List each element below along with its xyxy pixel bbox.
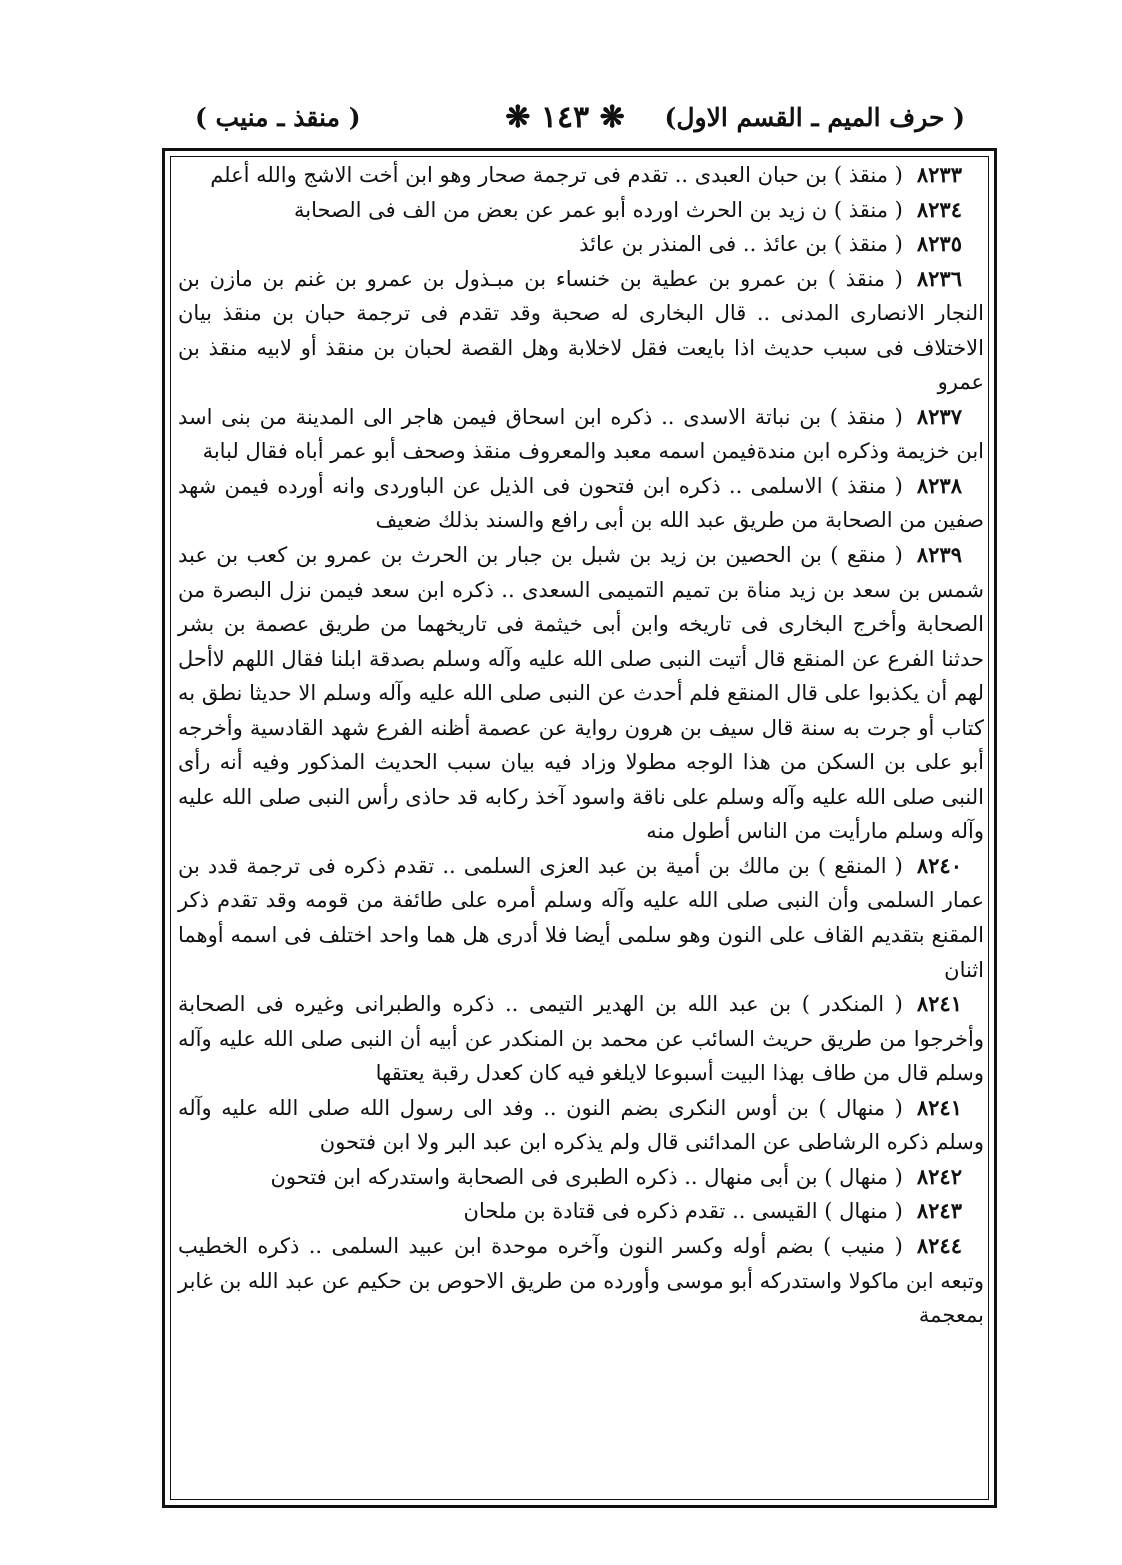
entry	[178, 1194, 984, 1229]
page-number: ❋ ١٤٣ ❋	[505, 100, 625, 135]
entry-range: ( منقذ ـ منيب )	[195, 103, 361, 132]
entry-number: ٨٢٤٢	[916, 1163, 962, 1189]
entry-text: ( منقذ ) بن عائذ .. فى المنذر بن عائذ	[579, 232, 903, 257]
entry-text: ( المنقع ) بن مالك بن أمية بن عبد العزى السلمى .. تقدم ذكره فى ترجمة قدد بن عمار السلمى وأن النبى صلى الله عليه وآله وسلم أمره على طائفة من قومه وقد تقدم ذكر المقنع بتقديم القاف على النون وهو سلمى أيضا فلا أدرى هل هما واحد اختلف فى اسمه أوهما اثنان	[178, 853, 984, 982]
entry-text: ( منقذ ) بن حبان العبدى .. تقدم فى ترجمة صحار وهو ابن أخت الاشج والله أعلم	[210, 163, 903, 187]
entry	[178, 1229, 984, 1333]
entry-number: ٨٢٣٩	[916, 542, 962, 568]
entry	[178, 262, 984, 400]
entry-text: ( منقذ ) الاسلمى .. ذكره ابن فتحون فى الذيل عن الباوردى وانه أورده فيمن شهد صفين من الصحابة من طريق عبد الله بن أبى رافع والسند بذلك ضعيف	[178, 473, 984, 533]
entry-text: ( منقع ) بن الحصين بن زيد بن شبل بن جبار بن الحرث بن عمرو بن كعب بن عبد شمس بن سعد بن زيد مناة بن تميم التميمى السعدى .. ذكره ابن سعد فيمن نزل البصرة من الصحابة وأخرج البخارى فى تاريخه وابن أبى خيثمة فى تاريخهما من طريق عصمة بن بشر حدثنا الفرع عن المنقع قال أتيت النبى صلى الله عليه وآله وسلم بصدقة ابلنا فقال اللهم لاأحل لهم أن يكذبوا على قال المنقع فلم أحدث عن النبى صلى الله عليه وآله وسلم الا حديثا نطق به كتاب أو جرت به سنة قال سيف بن هرون رواية عن عصمة أظنه الفرع شهد القادسية وأخرجه أبو على بن السكن من هذا الوجه مطولا وزاد فيه بيان سبب الحديث المذكور وفيه أنه رأى النبى صلى الله عليه وآله وسلم على ناقة واسود آخذ ركابه قد حاذى رأس النبى صلى الله عليه وآله وسلم مارأيت من الناس أطول منه	[178, 543, 984, 844]
entry-number: ٨٢٤٣	[916, 1198, 962, 1224]
section-title: ( حرف الميم ـ القسم الاول)	[664, 103, 965, 132]
entry-number: ٨٢٣٧	[916, 403, 962, 429]
entry	[178, 158, 984, 193]
entry-number: ٨٢٤٠	[916, 852, 962, 878]
entry-text: ( منقذ ) بن نباتة الاسدى .. ذكره ابن اسحاق فيمن هاجر الى المدينة من بنى اسد ابن خزيمة وذكره ابن مندةفيمن اسمه معبد والمعروف منقذ وصحف أبو عمر أباه فقال لبابة	[178, 404, 984, 464]
entry	[178, 193, 984, 228]
entry	[178, 849, 984, 987]
entry-text: ( منقذ ) بن عمرو بن عطية بن خنساء بن مبـذول بن عمرو بن غنم بن مازن بن النجار الانصارى المدنى .. قال البخارى له صحبة وقد تقدم فى ترجمة حبان بن منقذ بيان الاختلاف فى سبب حديث اذا بايعت فقل لاخلابة وهل القصة لحبان بن منقذ أو لابيه منقذ بن عمرو	[178, 266, 984, 395]
entry-number: ٨٢٣٨	[916, 472, 962, 498]
page-header	[165, 96, 965, 140]
entry	[178, 400, 984, 469]
entry-text: ( منهال ) القيسى .. تقدم ذكره فى قتادة بن ملحان	[463, 1199, 903, 1224]
entry-text: ( المنكدر ) بن عبد الله بن الهدير التيمى .. ذكره والطبرانى وغيره فى الصحابة وأخرجوا من طريق حريث السائب عن محمد بن المنكدر عن أبيه أن النبى صلى الله عليه وآله وسلم قال من طاف بهذا البيت أسبوعا لايلغو فيه كان كعدل رقبة يعتقها	[178, 992, 984, 1086]
entry-number: ٨٢٤٤	[916, 1232, 962, 1258]
entry-number: ٨٢٣٥	[916, 231, 962, 257]
entry-text: ( منقذ ) ن زيد بن الحرث اورده أبو عمر عن بعض من الف فى الصحابة	[293, 197, 903, 222]
entry	[178, 987, 984, 1091]
entry	[178, 1091, 984, 1160]
entry	[178, 227, 984, 262]
entry-text: ( منيب ) بضم أوله وكسر النون وآخره موحدة ابن عبيد السلمى .. ذكره الخطيب وتبعه ابن ماكولا واستدركه أبو موسى وأورده من طريق الاحوص بن حكيم عن عبد الله بن غابر بمعجمة	[178, 1233, 984, 1328]
entry-number: ٨٢٤١	[916, 1094, 962, 1120]
entries-list	[178, 158, 984, 1498]
entry	[178, 538, 984, 849]
entry-number: ٨٢٣٣	[916, 162, 962, 187]
entry-number: ٨٢٣٦	[916, 265, 962, 291]
entry-number: ٨٢٣٤	[916, 196, 962, 222]
entry	[178, 469, 984, 538]
entry	[178, 1160, 984, 1195]
entry-text: ( منهال ) بن أوس النكرى بضم النون .. وفد الى رسول الله صلى الله عليه وآله وسلم ذكره الرشاطى عن المدائنى قال ولم يذكره ابن عبد البر ولا ابن فتحون	[178, 1095, 984, 1155]
entry-text: ( منهال ) بن أبى منهال .. ذكره الطبرى فى الصحابة واستدركه ابن فتحون	[270, 1164, 903, 1189]
entry-number: ٨٢٤١	[916, 991, 962, 1017]
